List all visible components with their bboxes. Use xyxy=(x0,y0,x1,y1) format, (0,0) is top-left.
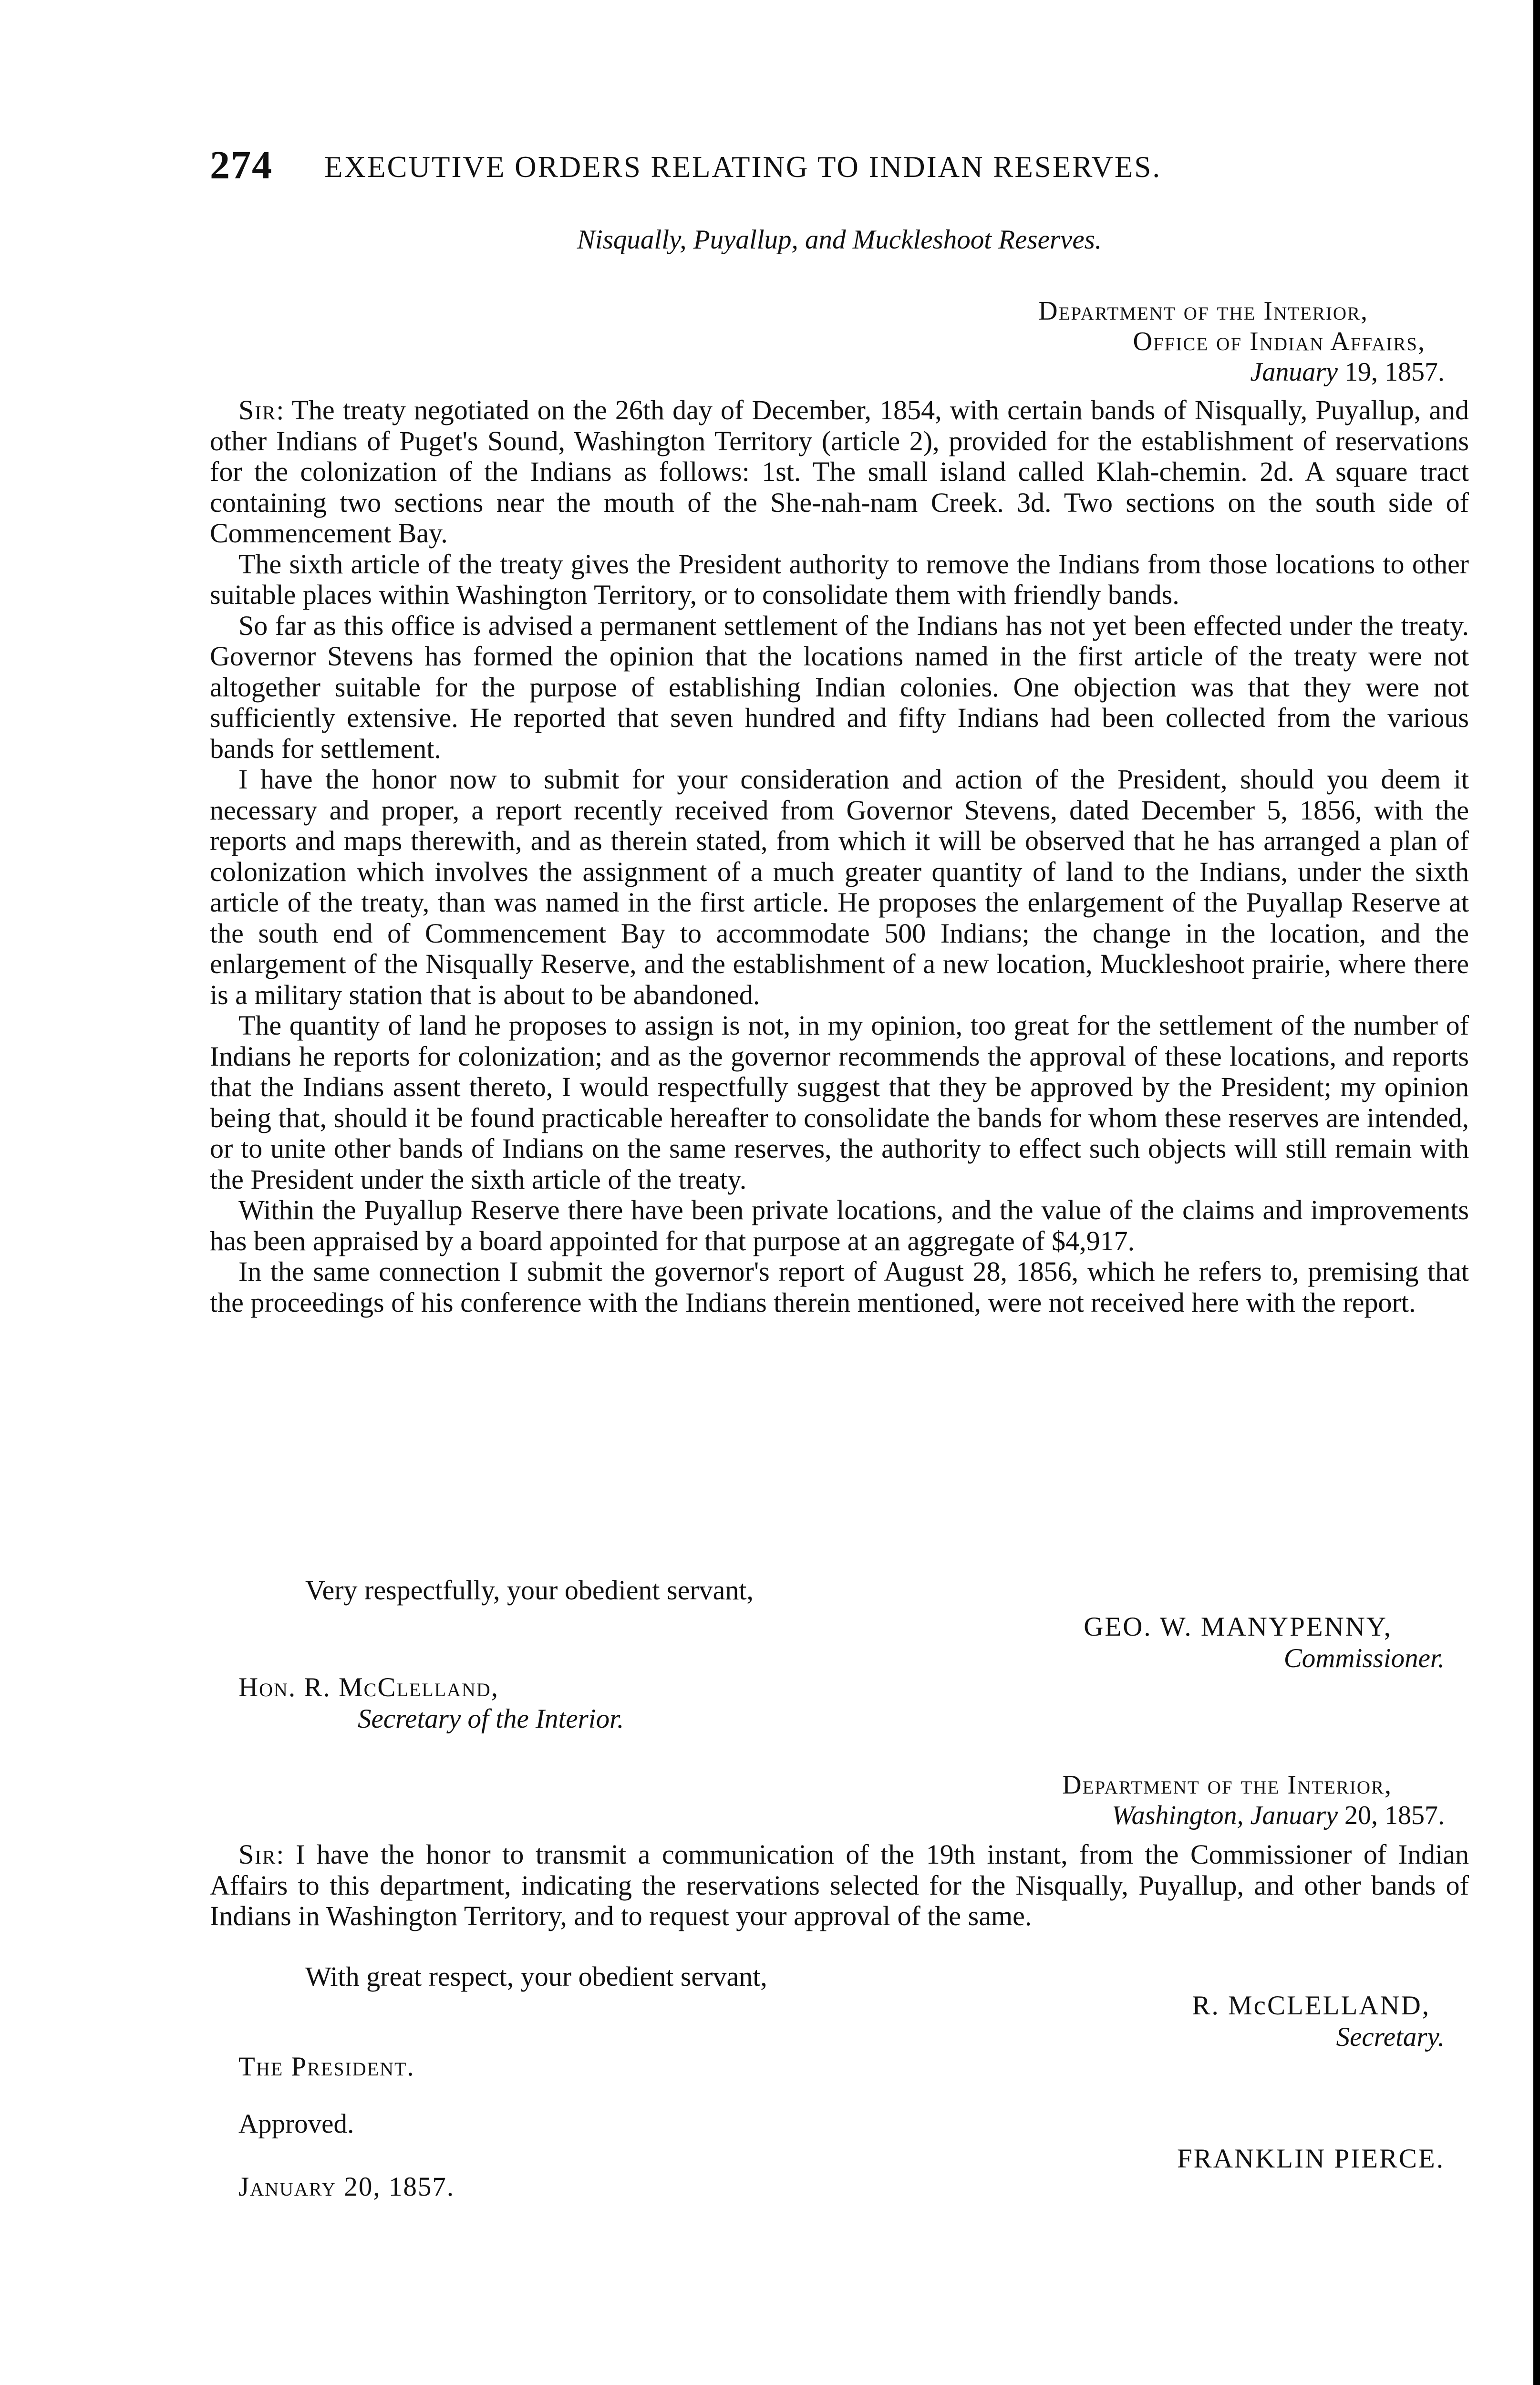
letter2-place-date: Washington, January xyxy=(1112,1801,1338,1830)
letter1-salutation: Sir xyxy=(238,394,277,425)
letter1-date xyxy=(634,357,1445,387)
letter1-closing: Very respectfully, your obedient servant, xyxy=(305,1575,754,1606)
letter1-addressee-name: Hon. R. McClelland, xyxy=(238,1672,499,1702)
letter1-paragraph: Within the Puyallup Reserve there have been private locations, and the value of the claims and improvements has been appraised by a board appointed for that purpose at an aggregate of $4,917. xyxy=(210,1194,1469,1256)
letter1-signer-title: Commissioner. xyxy=(1283,1643,1445,1673)
letter1-paragraph: So far as this office is advised a permanent settlement of the Indians has not yet been effected under the treaty. Governor Stevens has formed the opinion that the locations named in the first article of the treaty were not altogether suitable for the purpose of establishing Indian colonies. One objection was that they were not sufficiently extensive. He reported that seven hundred and fifty Indians had been collected from the various bands for settlement. xyxy=(210,610,1469,764)
letter2-paragraph: Sir: I have the honor to transmit a communication of the 19th instant, from the Commissioner of Indian Affairs to this department, indicating the reservations selected for the Nisqually, Puyallup, and other bands of Indians in Washington Territory, and to request your approval of the same. xyxy=(210,1839,1469,1931)
letter1-paragraph: I have the honor now to submit for your consideration and action of the President, should you deem it necessary and proper, a report recently received from Governor Stevens, dated December 5, 1856, with the reports and maps therewith, and as therein stated, from which it will be observed that he has arranged a plan of colonization which involves the assignment of a much greater quantity of land to the Indians, under the sixth article of the treaty, than was named in the first article. He proposes the enlargement of the Puyallap Reserve at the south end of Commencement Bay to accommodate 500 Indians; the change in the location, and the enlargement of the Nisqually Reserve, and the establishment of a new location, Muckleshoot prairie, where there is a military station that is about to be abandoned. xyxy=(210,764,1469,1010)
letter1-paragraph: The quantity of land he proposes to assign is not, in my opinion, too great for the settlement of the number of Indians he reports for colonization; and as the governor recommends the approval of these locations, and reports that the Indians assent thereto, I would respectfully suggest that they be approved by the President; my opinion being that, should it be found practicable hereafter to consolidate the bands for whom these reserves are intended, or to unite other bands of Indians on the same reserves, the authority to effect such objects will still remain with the President under the sixth article of the treaty. xyxy=(210,1010,1469,1195)
letter1-date-rest: 19, 1857. xyxy=(1338,357,1445,387)
letter2-date-rest: 20, 1857. xyxy=(1338,1801,1445,1830)
letter2-signer-name: R. McCLELLAND, xyxy=(1192,1991,1430,2021)
letter1-paragraph: Sir: The treaty negotiated on the 26th day of December, 1854, with certain bands of Nisqually, Puyallup, and other Indians of Puget's Sound, Washington Territory (article 2), provided for the establishment of reservations for the colonization of the Indians as follows: 1st. The small island called Klah-chemin. 2d. A square tract containing two sections near the mouth of the She-nah-nam Creek. 3d. Two sections on the south side of Commencement Bay. xyxy=(210,394,1469,549)
approval-signature xyxy=(1177,2143,1445,2175)
page-number: 274 xyxy=(210,143,273,187)
letter1-office: Office of Indian Affairs, xyxy=(1133,327,1426,356)
letter2-signer-title: Secretary. xyxy=(1336,2022,1445,2052)
letter1-body xyxy=(210,395,1469,1318)
letter2-addressee: The President. xyxy=(238,2052,415,2082)
scan-edge-right xyxy=(1533,0,1540,2385)
letter1-paragraph: In the same connection I submit the governor's report of August 28, 1856, which he refers to, premising that the proceedings of his conference with the Indians therein mentioned, were not received here with the report. xyxy=(210,1256,1469,1318)
letter2-salutation: Sir xyxy=(238,1839,277,1870)
letter2-body xyxy=(210,1839,1469,1932)
letter2-heading xyxy=(634,1770,1445,1831)
letter1-addressee xyxy=(238,1672,624,1735)
approval-label: Approved. xyxy=(238,2109,354,2139)
letter1-addressee-title: Secretary of the Interior. xyxy=(358,1704,624,1734)
letter1-signer-name: GEO. W. MANYPENNY, xyxy=(1084,1612,1392,1642)
running-title: EXECUTIVE ORDERS RELATING TO INDIAN RESERVES. xyxy=(324,150,1162,184)
letter1-paragraph: The sixth article of the treaty gives the President authority to remove the Indians from those locations to other suitable places within Washington Territory, or to consolidate them with friendly bands. xyxy=(210,548,1469,610)
letter1-signature xyxy=(1084,1611,1445,1674)
letter2-signature xyxy=(1192,1990,1445,2053)
running-head xyxy=(210,142,1469,195)
letter1-date-month: January xyxy=(1250,357,1338,387)
approval-signer: FRANKLIN PIERCE. xyxy=(1177,2144,1445,2174)
letter2-closing: With great respect, your obedient servant, xyxy=(305,1961,767,1992)
approval-date: January 20, 1857. xyxy=(238,2172,455,2202)
letter2-dept: Department of the Interior, xyxy=(1062,1770,1392,1800)
letter1-dept: Department of the Interior, xyxy=(1038,296,1368,326)
letter1-heading xyxy=(634,296,1445,387)
section-title: Nisqually, Puyallup, and Muckleshoot Reserves. xyxy=(577,225,1102,255)
letter2-date xyxy=(634,1800,1445,1831)
